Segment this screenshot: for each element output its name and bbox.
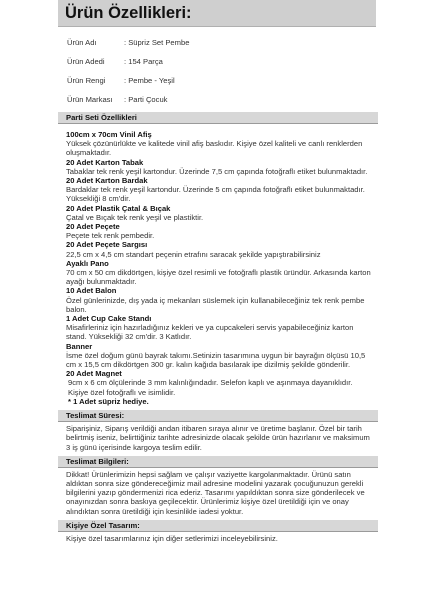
item-desc: İsme özel doğum günü bayrak takımı.Setinizin tasarımına uygun bir bayrağın ölçüsü 10,5 cm x 15,5 cm dikdörtgen 300 gr. kalın kağıda basılarak ipe dizilmiş şekilde gönderilir. bbox=[66, 350, 366, 370]
delivery-info-text: Dikkat! Ürünlerimizin hepsi sağlam ve çalışır vaziyette kargolanmaktadır. Ürünü satın aldıktan sonra size göndereceğimiz mail adresine modelini yazarak çocuğunuzun gerekli bilgilerini yazıp göndermenizi rica ederiz. Tasarımı yapıldıktan sonra size gönderilecek ve onayınızdan sonra baskıya geçilecektir. Ürünlerimiz kişiye özel üretildiği için ve onay alındıktan sonra üretildiği için kesinlikle iadesi yoktur. bbox=[66, 469, 365, 516]
content bbox=[58, 112, 378, 543]
item-title: 20 Adet Peçete Sargısı bbox=[66, 240, 148, 250]
item-title: 20 Adet Peçete bbox=[66, 222, 120, 232]
custom-design-section bbox=[58, 531, 378, 543]
property-value: : Süpriz Set Pembe bbox=[124, 38, 190, 47]
item-title: 10 Adet Balon bbox=[66, 286, 117, 296]
property-key: Ürün Markası bbox=[67, 95, 113, 104]
item-title: 20 Adet Karton Bardak bbox=[66, 176, 148, 186]
item-desc: Misafirleriniz için hazırladığınız kekleri ve ya cupcakeleri servis yapabileceğiniz karton stand. Yüksekliği 32 cm'dir. 3 Katlıdır. bbox=[66, 323, 354, 342]
custom-design-heading bbox=[58, 520, 378, 531]
property-value: : Parti Çocuk bbox=[124, 95, 168, 104]
item-title: 20 Adet Magnet bbox=[66, 369, 122, 379]
divider bbox=[58, 531, 378, 532]
item-desc: 22,5 cm x 4,5 cm standart peçenin etrafını saracak şekilde yapıştırabilirsiniz bbox=[66, 249, 321, 259]
party-set-heading-text: Parti Seti Özellikleri bbox=[66, 113, 137, 122]
item-title: 20 Adet Plastik Çatal & Bıçak bbox=[66, 203, 171, 213]
item-desc: Peçete tek renk pembedir. bbox=[66, 231, 155, 241]
property-row-color bbox=[67, 76, 175, 85]
delivery-time-heading bbox=[58, 410, 378, 421]
item-title: 20 Adet Karton Tabak bbox=[66, 157, 144, 167]
item-desc: Bardaklar tek renk yeşil kartondur. Üzerinde 5 cm çapında fotoğraflı etiket bulunmaktadır. Yüksekliği 8 cm'dir. bbox=[66, 185, 365, 204]
property-value: : Pembe - Yeşil bbox=[124, 76, 175, 85]
delivery-time-section bbox=[58, 421, 378, 456]
party-set-list bbox=[58, 123, 378, 410]
custom-design-heading-text: Kişiye Özel Tasarım: bbox=[66, 520, 140, 530]
delivery-info-section bbox=[58, 467, 378, 520]
item-desc: Çatal ve Bıçak tek renk yeşil ve plastiktir. bbox=[66, 212, 204, 222]
item-desc: 9cm x 6 cm ölçülerinde 3 mm kalınlığındadır. Selefon kaplı ve aşınmaya dayanıklıdır. Kişiye özel fotoğraflı ve isimlidir. bbox=[68, 378, 353, 397]
party-set-heading bbox=[58, 112, 378, 123]
property-row-name bbox=[67, 38, 189, 47]
item-title: Banner bbox=[66, 341, 93, 351]
item-title: 1 Adet Cup Cake Standı bbox=[66, 314, 152, 324]
property-key: Ürün Rengi bbox=[67, 76, 106, 85]
item-desc: 70 cm x 50 cm dikdörtgen, kişiye özel resimli ve fotoğraflı plastik üründür. Arkasında karton ayağı bulunmaktadır. bbox=[66, 268, 371, 287]
property-row-count bbox=[67, 57, 163, 66]
delivery-time-text: Siparişiniz, Siparış verildiği andan itibaren sıraya alınır ve üretime başlanır. Özel bir tarih belirtmiş iseniz, belirttiğiniz tarihte adresinizde olacak şekilde ürün hazırlanır ve maksimum 3 iş günü içerisinde kargoya teslim edilir. bbox=[66, 424, 370, 452]
item-desc: Yüksek çözünürlükte ve kalitede vinil afiş baskıdır. Kişiye özel kaliteli ve canlı renklerden oluşmaktadır. bbox=[66, 139, 363, 158]
item-title: 100cm x 70cm Vinil Afiş bbox=[66, 130, 152, 139]
item-title: Ayaklı Pano bbox=[66, 258, 109, 268]
property-key: Ürün Adedi bbox=[67, 57, 105, 66]
title-bar bbox=[58, 0, 376, 27]
page-title: Ürün Özellikleri: bbox=[65, 4, 192, 22]
custom-design-text: Kişiye özel tasarımlarınız için diğer setlerimizi inceleyebilirsiniz. bbox=[66, 533, 278, 543]
property-row-brand bbox=[67, 95, 167, 104]
property-value: : 154 Parça bbox=[124, 57, 163, 66]
divider bbox=[58, 421, 378, 422]
divider bbox=[58, 467, 378, 468]
property-key: Ürün Adı bbox=[67, 38, 97, 47]
delivery-info-heading bbox=[58, 456, 378, 467]
divider bbox=[58, 123, 378, 124]
item-desc: Özel günlerinizde, dış yada iç mekanları süslemek için kullanabileceğiniz tek renk pembe balon. bbox=[66, 295, 365, 314]
delivery-info-heading-text: Teslimat Bilgileri: bbox=[66, 456, 129, 466]
item-title: * 1 Adet süpriz hediye. bbox=[68, 396, 149, 406]
item-desc: Tabaklar tek renk yeşil kartondur. Üzerinde 7,5 cm çapında fotoğraflı etiket bulunmaktadır. bbox=[66, 166, 368, 176]
delivery-time-heading-text: Teslimat Süresi: bbox=[66, 411, 125, 421]
